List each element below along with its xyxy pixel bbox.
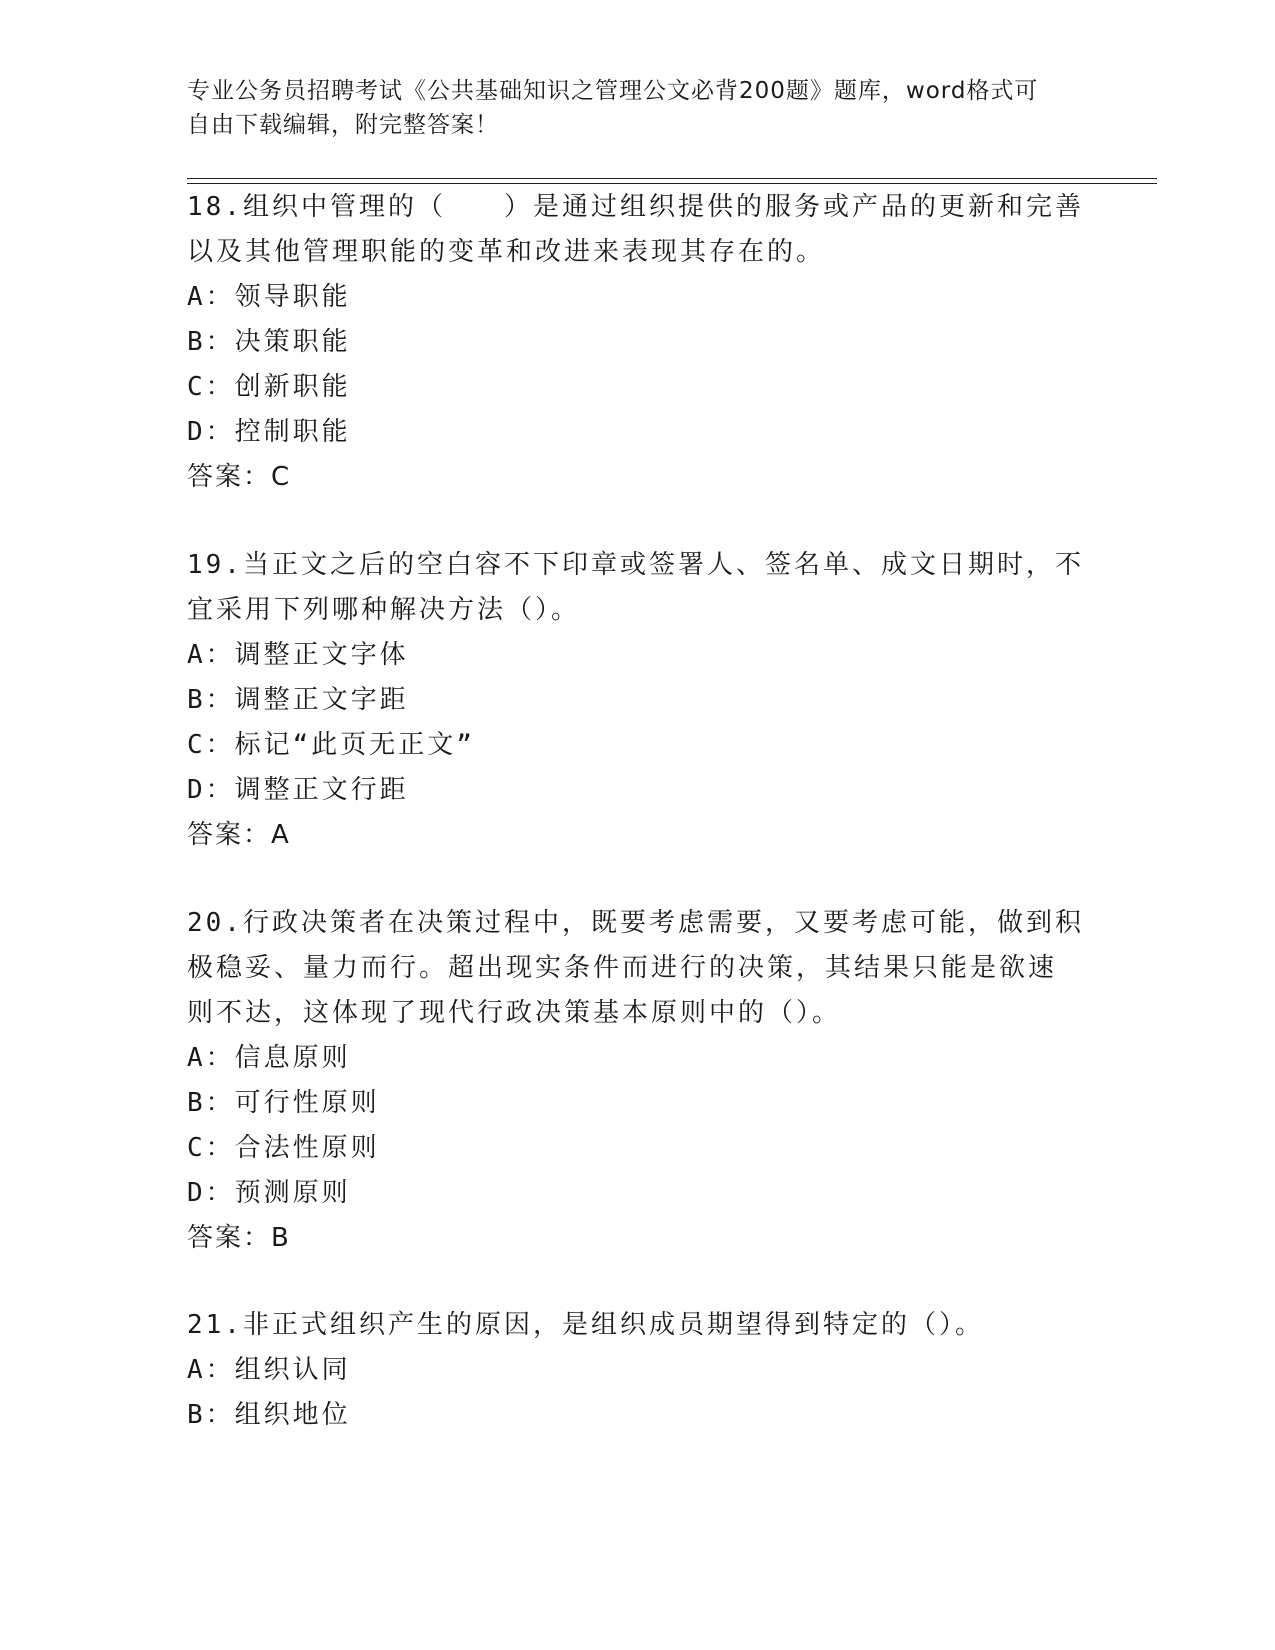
question-stem-line: 则不达，这体现了现代行政决策基本原则中的（）。 <box>187 998 842 1028</box>
option-d: D：调整正文行距 <box>187 775 409 805</box>
question-stem-line: 极稳妥、量力而行。超出现实条件而进行的决策，其结果只能是欲速 <box>187 953 1058 983</box>
header-rule-bottom <box>187 183 1157 184</box>
option-a: A：领导职能 <box>187 282 351 312</box>
question-stem-line: 21.非正式组织产生的原因，是组织成员期望得到特定的（）。 <box>187 1310 984 1340</box>
option-b: B：调整正文字距 <box>187 685 409 715</box>
answer: 答案：A <box>187 820 291 850</box>
question-20 <box>187 901 1087 1261</box>
option-b: B：可行性原则 <box>187 1088 380 1118</box>
option-c: C：合法性原则 <box>187 1133 380 1163</box>
option-b: B：组织地位 <box>187 1400 351 1430</box>
header-line-1: 专业公务员招聘考试《公共基础知识之管理公文必背200题》题库，word格式可 <box>187 78 1039 104</box>
header-rule-top <box>187 178 1157 179</box>
option-a: A：信息原则 <box>187 1043 351 1073</box>
question-stem-line: 20.行政决策者在决策过程中，既要考虑需要，又要考虑可能，做到积 <box>187 908 1084 938</box>
header-line-2: 自由下载编辑，附完整答案！ <box>187 112 499 138</box>
option-c: C：标记“此页无正文” <box>187 730 475 760</box>
option-d: D：预测原则 <box>187 1178 351 1208</box>
option-b: B：决策职能 <box>187 327 351 357</box>
option-d: D：控制职能 <box>187 417 351 447</box>
option-c: C：创新职能 <box>187 372 351 402</box>
question-18 <box>187 185 1087 500</box>
answer: 答案：B <box>187 1223 291 1253</box>
question-19 <box>187 543 1087 858</box>
question-stem-line: 19.当正文之后的空白容不下印章或签署人、签名单、成文日期时，不 <box>187 550 1084 580</box>
answer: 答案：C <box>187 462 292 492</box>
question-stem-line: 18.组织中管理的（ ）是通过组织提供的服务或产品的更新和完善 <box>187 192 1084 222</box>
question-stem-line: 宜采用下列哪种解决方法（）。 <box>187 595 581 625</box>
question-stem-line: 以及其他管理职能的变革和改进来表现其存在的。 <box>187 237 826 267</box>
option-a: A：组织认同 <box>187 1355 351 1385</box>
question-21 <box>187 1303 1087 1438</box>
option-a: A：调整正文字体 <box>187 640 409 670</box>
document-header <box>187 74 1067 142</box>
